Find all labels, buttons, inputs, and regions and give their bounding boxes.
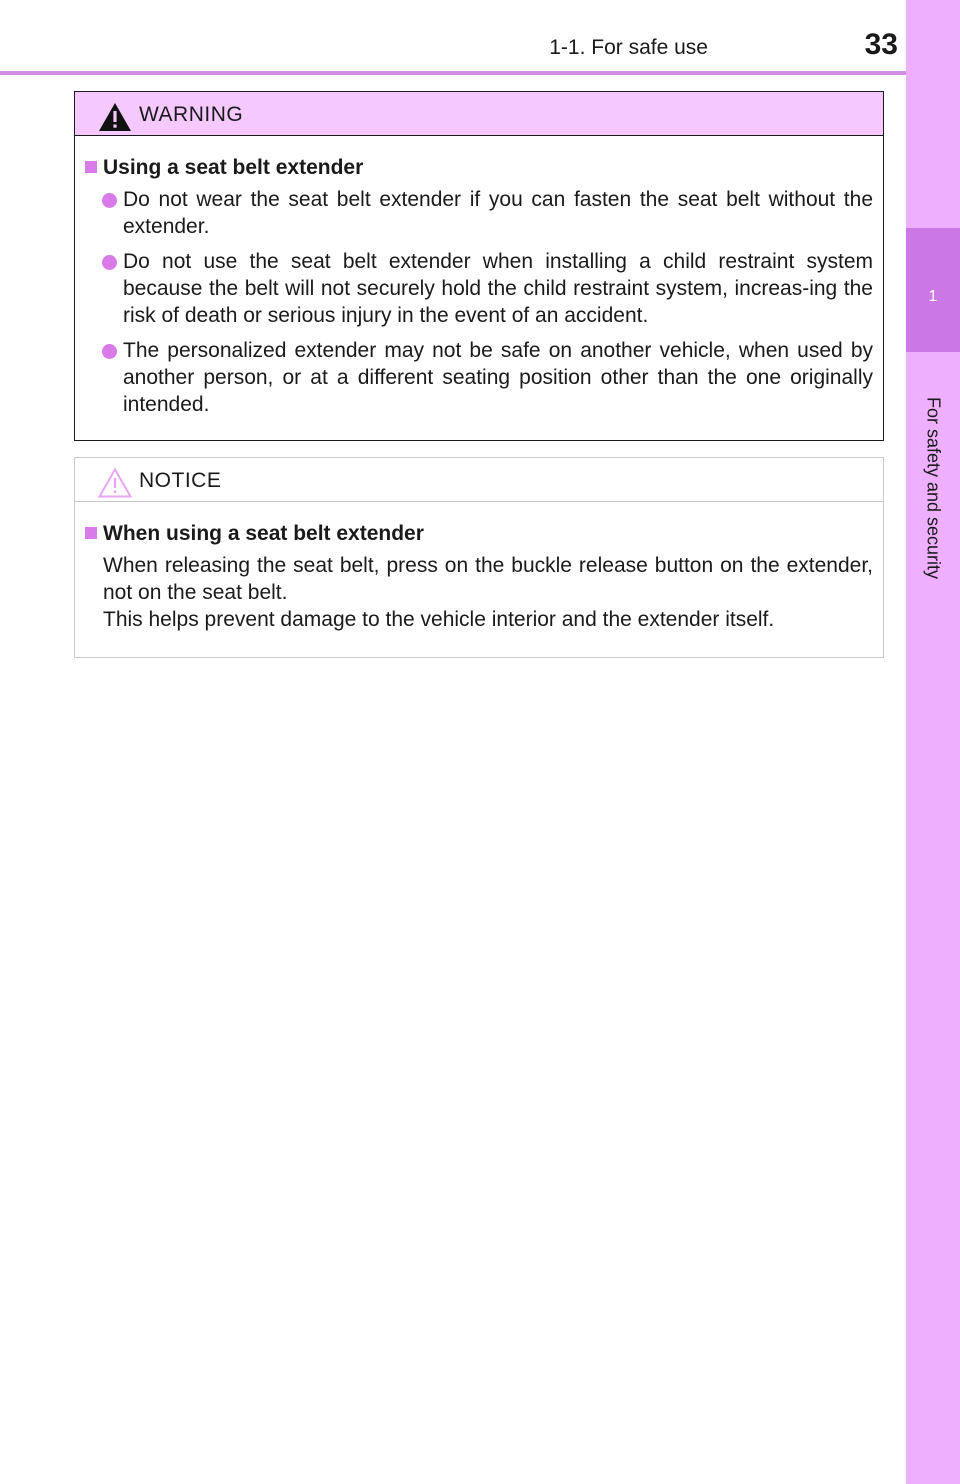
section-title: 1-1. For safe use (549, 36, 708, 59)
round-bullet-icon (102, 193, 117, 208)
page-header (0, 0, 906, 76)
warning-box (74, 91, 884, 441)
notice-label: NOTICE (139, 469, 222, 492)
round-bullet-icon (102, 344, 117, 359)
bullet-text: The personalized extender may not be safe on another vehicle, when used by another person, or at a different seating position other than the one originally intended. (123, 339, 873, 416)
notice-heading-text: When using a seat belt extender (103, 522, 424, 545)
notice-triangle-outline-icon (97, 467, 133, 499)
notice-box (74, 457, 884, 658)
warning-label: WARNING (139, 103, 244, 126)
side-tab (906, 0, 960, 1484)
list-item (83, 248, 873, 329)
header-rule (0, 71, 906, 75)
list-item (83, 186, 873, 240)
warning-bullet-list (83, 186, 873, 418)
notice-header (75, 458, 883, 502)
warning-triangle-icon (97, 101, 133, 133)
bullet-text: Do not use the seat belt extender when installing a child restraint system because the belt will not securely hold the child restraint system, increas-ing the risk of death or serious injury in the event of an accident. (123, 250, 873, 327)
notice-body (75, 502, 883, 633)
round-bullet-icon (102, 255, 117, 270)
bullet-text: Do not wear the seat belt extender if you can fasten the seat belt without the extender. (123, 188, 873, 238)
square-bullet-icon (85, 527, 97, 539)
warning-heading-text: Using a seat belt extender (103, 156, 364, 179)
page-number: 33 (864, 28, 898, 61)
notice-paragraph-2: This helps prevent damage to the vehicle interior and the extender itself. (103, 608, 775, 631)
chapter-number: 1 (928, 288, 938, 305)
chapter-number-block (906, 228, 960, 352)
notice-heading (83, 520, 873, 548)
notice-paragraph-1: When releasing the seat belt, press on the buckle release button on the extender, not on the seat belt. (103, 554, 873, 604)
warning-header (75, 92, 883, 136)
square-bullet-icon (85, 161, 97, 173)
warning-heading (83, 154, 873, 182)
list-item (83, 337, 873, 418)
notice-text (83, 552, 873, 633)
chapter-title: For safety and security (923, 396, 944, 580)
warning-body (75, 136, 883, 418)
